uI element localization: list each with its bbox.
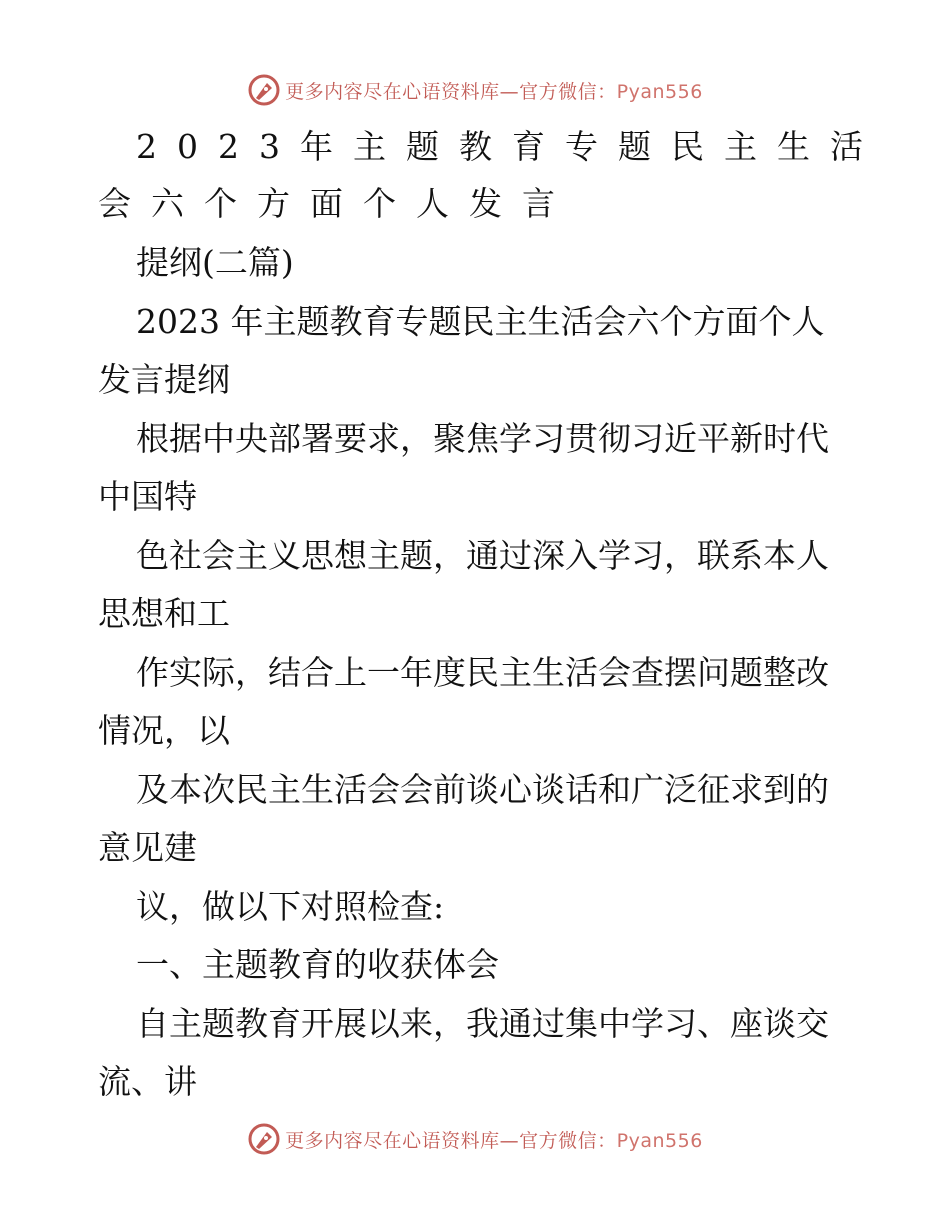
section-heading: 一、主题教育的收获体会 [136, 945, 499, 984]
document-title-line-1: 2023年主题教育专题民主生活 [136, 127, 883, 166]
paragraph-line: 作实际，结合上一年度民主生活会查摆问题整改 [136, 653, 829, 692]
header-banner-text [285, 77, 703, 104]
paragraph-line: 发言提纲 [98, 360, 230, 399]
paragraph-line: 流、讲 [98, 1062, 197, 1101]
document-title-line-2: 会六个方面个人发言 [98, 184, 575, 223]
paragraph-line: 思想和工 [98, 594, 230, 633]
paragraph-line: 自主题教育开展以来，我通过集中学习、座谈交 [136, 1004, 829, 1043]
header-wechat-id: Pyan556 [616, 80, 703, 103]
pen-nib-circle-icon [247, 1122, 281, 1156]
header-banner-label: 更多内容尽在心语资料库—官方微信： [285, 80, 617, 103]
footer-banner-text [285, 1126, 703, 1153]
header-banner [0, 70, 950, 110]
paragraph-line: 根据中央部署要求，聚焦学习贯彻习近平新时代 [136, 419, 829, 458]
paragraph-line: 中国特 [98, 477, 197, 516]
footer-wechat-id: Pyan556 [616, 1129, 703, 1152]
paragraph-line: 意见建 [98, 828, 197, 867]
paragraph-line: 色社会主义思想主题，通过深入学习，联系本人 [136, 536, 829, 575]
footer-banner [0, 1119, 950, 1159]
paragraph-line: 2023 年主题教育专题民主生活会六个方面个人 [136, 302, 825, 341]
paragraph-line: 情况，以 [98, 711, 230, 750]
footer-banner-label: 更多内容尽在心语资料库—官方微信： [285, 1129, 617, 1152]
document-title-line-3: 提纲(二篇) [136, 243, 294, 282]
paragraph-line: 及本次民主生活会会前谈心谈话和广泛征求到的 [136, 770, 829, 809]
paragraph-line: 议，做以下对照检查: [136, 887, 445, 926]
pen-nib-circle-icon [247, 73, 281, 107]
